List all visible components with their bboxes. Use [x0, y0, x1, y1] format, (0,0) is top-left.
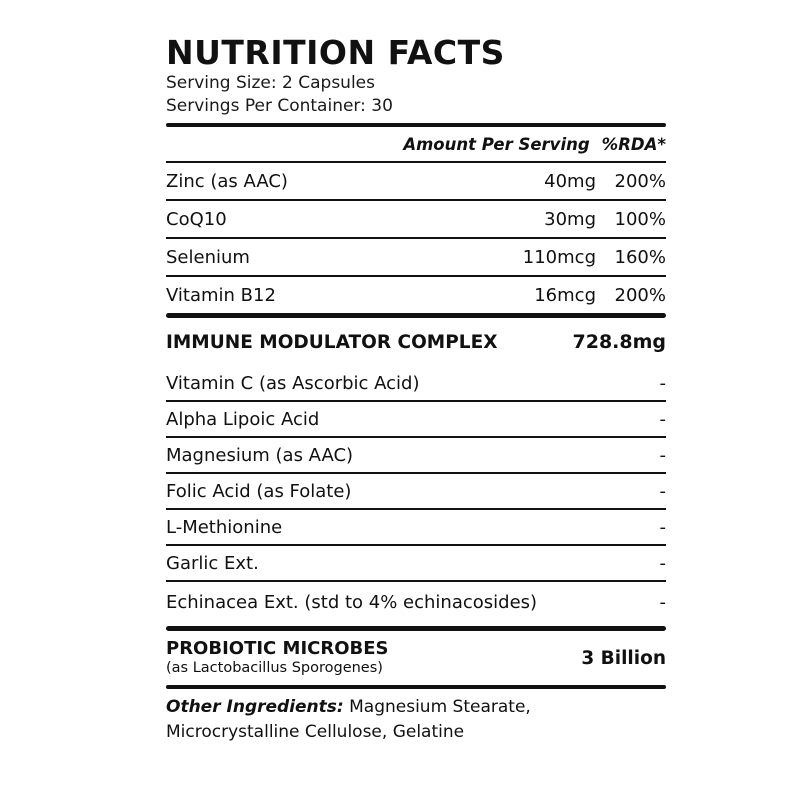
ingredient-amount: -: [659, 444, 666, 466]
complex-header: [166, 318, 666, 366]
other-ingredients: [166, 689, 666, 745]
probiotic-subtitle: (as Lactobacillus Sporogenes): [166, 660, 383, 676]
list-item: [166, 438, 666, 472]
ingredient-amount: -: [659, 372, 666, 394]
nutrient-name: Zinc (as AAC): [166, 170, 288, 192]
ingredient-name: Folic Acid (as Folate): [166, 480, 352, 502]
list-item: [166, 402, 666, 436]
complex-name: IMMUNE MODULATOR COMPLEX: [166, 331, 498, 353]
ingredient-amount: -: [659, 552, 666, 574]
ingredient-name: Magnesium (as AAC): [166, 444, 354, 466]
serving-size: Serving Size: 2 Capsules: [166, 73, 375, 93]
nutrient-amount: 40mg: [544, 170, 596, 192]
list-item: [166, 582, 666, 622]
probiotic-amount: 3 Billion: [581, 647, 666, 669]
page-title: NUTRITION FACTS: [166, 33, 505, 72]
table-header: [166, 127, 666, 161]
ingredient-name: L-Methionine: [166, 516, 283, 538]
nutrient-rda: 200%: [614, 284, 666, 306]
nutrition-facts-panel: [166, 34, 666, 745]
list-item: [166, 510, 666, 544]
nutrient-name: CoQ10: [166, 208, 227, 230]
nutrient-amount: 110mcg: [522, 246, 596, 268]
list-item: [166, 546, 666, 580]
nutrient-rda: 160%: [614, 246, 666, 268]
ingredient-amount: -: [659, 591, 666, 613]
list-item: [166, 366, 666, 400]
table-row: [166, 239, 666, 275]
nutrient-amount: 16mcg: [534, 284, 596, 306]
other-ingredients-text: Magnesium Stearate, Microcrystalline Cellulose, Gelatine: [166, 697, 531, 742]
amount-per-serving-header: Amount Per Serving: [403, 134, 590, 154]
table-row: [166, 163, 666, 199]
ingredient-name: Alpha Lipoic Acid: [166, 408, 320, 430]
complex-amount: 728.8mg: [572, 331, 666, 353]
ingredient-amount: -: [659, 516, 666, 538]
table-row: [166, 277, 666, 313]
list-item: [166, 474, 666, 508]
ingredient-name: Garlic Ext.: [166, 552, 259, 574]
table-row: [166, 201, 666, 237]
nutrient-rda: 100%: [614, 208, 666, 230]
nutrient-name: Selenium: [166, 246, 250, 268]
nutrient-amount: 30mg: [544, 208, 596, 230]
nutrient-rda: 200%: [614, 170, 666, 192]
nutrient-name: Vitamin B12: [166, 284, 276, 306]
ingredient-amount: -: [659, 480, 666, 502]
probiotic-section: [166, 631, 666, 685]
other-ingredients-label: Other Ingredients:: [166, 697, 344, 717]
ingredient-name: Echinacea Ext. (std to 4% echinacosides): [166, 591, 538, 613]
rda-header: %RDA*: [601, 134, 666, 154]
probiotic-name: PROBIOTIC MICROBES: [166, 638, 389, 659]
ingredient-amount: -: [659, 408, 666, 430]
servings-per-container: Servings Per Container: 30: [166, 96, 393, 116]
ingredient-name: Vitamin C (as Ascorbic Acid): [166, 372, 420, 394]
